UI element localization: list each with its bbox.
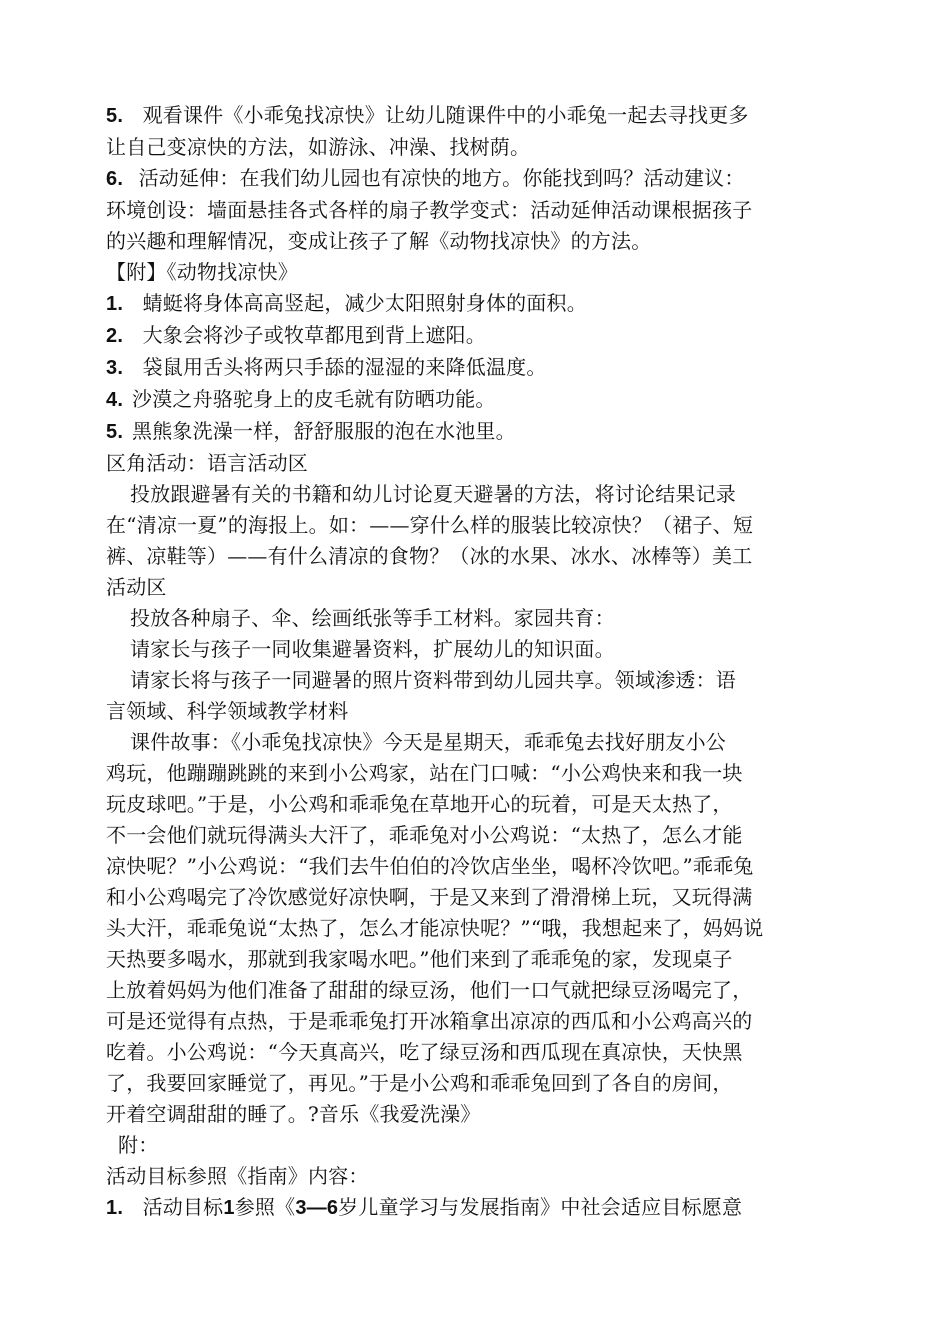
text-line: 鸡玩，他蹦蹦跳跳的来到小公鸡家，站在门口喊：“小公鸡快来和我一块 xyxy=(106,761,743,785)
text-line: 请家长将与孩子一同避暑的照片资料带到幼儿园共享。领域渗透：语 xyxy=(130,668,736,692)
text-line: 活动延伸：在我们幼儿园也有凉快的地方。你能找到吗？活动建议： xyxy=(138,166,745,190)
text-line: 吃着。小公鸡说：“今天真高兴，吃了绿豆汤和西瓜现在真凉快，天快黑 xyxy=(106,1040,743,1064)
text-line: 可是还觉得有点热，于是乖乖兔打开冰箱拿出凉凉的西瓜和小公鸡高兴的 xyxy=(106,1009,753,1033)
item-number: 1. xyxy=(106,293,124,315)
text-line: 课件故事：《小乖兔找凉快》今天是星期天，乖乖兔去找好朋友小公 xyxy=(130,730,726,754)
text-line: 环境创设：墙面悬挂各式各样的扇子教学变式：活动延伸活动课根据孩子 xyxy=(106,198,753,222)
text-line: 天热要多喝水，那就到我家喝水吧。”他们来到了乖乖兔的家，发现桌子 xyxy=(106,947,733,971)
list-item xyxy=(106,416,860,448)
text-line: 附： xyxy=(118,1133,159,1157)
item-number: 5. xyxy=(106,105,124,127)
text-fragment: 岁儿童学习与发展指南》中社会适应目标愿意 xyxy=(338,1195,743,1219)
item-number: 2. xyxy=(106,325,124,347)
text-line: 让自己变凉快的方法，如游泳、冲澡、找树荫。 xyxy=(106,135,531,159)
item-number: 4. xyxy=(106,389,124,411)
text-fragment: 参照《 xyxy=(234,1195,296,1219)
text-line: 袋鼠用舌头将两只手舔的湿湿的来降低温度。 xyxy=(142,355,547,379)
text-line: 投放跟避暑有关的书籍和幼儿讨论夏天避暑的方法，将讨论结果记录 xyxy=(130,482,736,506)
item-number: 1. xyxy=(106,1197,124,1219)
list-item xyxy=(106,320,860,352)
list-item xyxy=(106,384,860,416)
text-line: 在“清凉一夏”的海报上。如：——穿什么样的服装比较凉快？（裙子、短 xyxy=(106,513,754,537)
text-fragment: 活动目标 xyxy=(142,1195,224,1219)
text-line: 沙漠之舟骆驼身上的皮毛就有防晒功能。 xyxy=(132,387,496,411)
text-line: 凉快呢？”小公鸡说：“我们去牛伯伯的冷饮店坐坐，喝杯冷饮吧。”乖乖兔 xyxy=(106,854,754,878)
text-line: 黑熊象洗澡一样，舒舒服服的泡在水池里。 xyxy=(132,419,516,443)
item-number: 6. xyxy=(106,168,124,190)
text-fragment: 1 xyxy=(223,1197,235,1219)
text-fragment: 3—6 xyxy=(295,1197,339,1219)
text-line: 观看课件《小乖兔找凉快》让幼儿随课件中的小乖兔一起去寻找更多 xyxy=(142,103,749,127)
list-item xyxy=(106,288,860,320)
appendix-heading: 【附】《动物找凉快》 xyxy=(106,260,298,284)
text-line: 开着空调甜甜的睡了。?音乐《我爱洗澡》 xyxy=(106,1102,481,1126)
text-line: 投放各种扇子、伞、绘画纸张等手工材料。家园共育： xyxy=(130,606,615,630)
document-body xyxy=(106,100,860,1224)
section-heading: 区角活动：语言活动区 xyxy=(106,451,308,475)
text-line: 上放着妈妈为他们准备了甜甜的绿豆汤，他们一口气就把绿豆汤喝完了， xyxy=(106,978,753,1002)
item-number: 3. xyxy=(106,357,124,379)
text-line: 头大汗，乖乖兔说“太热了，怎么才能凉快呢？”“哦，我想起来了，妈妈说 xyxy=(106,916,764,940)
text-line: 言领域、科学领域教学材料 xyxy=(106,699,349,723)
list-item xyxy=(106,352,860,384)
text-line: 蜻蜓将身体高高竖起，减少太阳照射身体的面积。 xyxy=(142,291,587,315)
text-line: 玩皮球吧。”于是，小公鸡和乖乖兔在草地开心的玩着，可是天太热了， xyxy=(106,792,733,816)
text-line: 不一会他们就玩得满头大汗了，乖乖兔对小公鸡说：“太热了，怎么才能 xyxy=(106,823,743,847)
text-line: 活动区 xyxy=(106,575,167,599)
list-item xyxy=(106,1192,860,1224)
text-line: 大象会将沙子或牧草都甩到背上遮阳。 xyxy=(142,323,486,347)
text-line: 的兴趣和理解情况，变成让孩子了解《动物找凉快》的方法。 xyxy=(106,229,652,253)
text-line: 请家长与孩子一同收集避暑资料，扩展幼儿的知识面。 xyxy=(130,637,615,661)
text-line: 裤、凉鞋等）——有什么清凉的食物？（冰的水果、冰水、冰棒等）美工 xyxy=(106,544,753,568)
list-item xyxy=(106,163,860,195)
text-line: 了，我要回家睡觉了，再见。”于是小公鸡和乖乖兔回到了各自的房间， xyxy=(106,1071,733,1095)
text-line: 活动目标参照《指南》内容： xyxy=(106,1164,369,1188)
text-line: 和小公鸡喝完了冷饮感觉好凉快啊，于是又来到了滑滑梯上玩，又玩得满 xyxy=(106,885,753,909)
list-item xyxy=(106,100,860,132)
item-number: 5. xyxy=(106,421,124,443)
